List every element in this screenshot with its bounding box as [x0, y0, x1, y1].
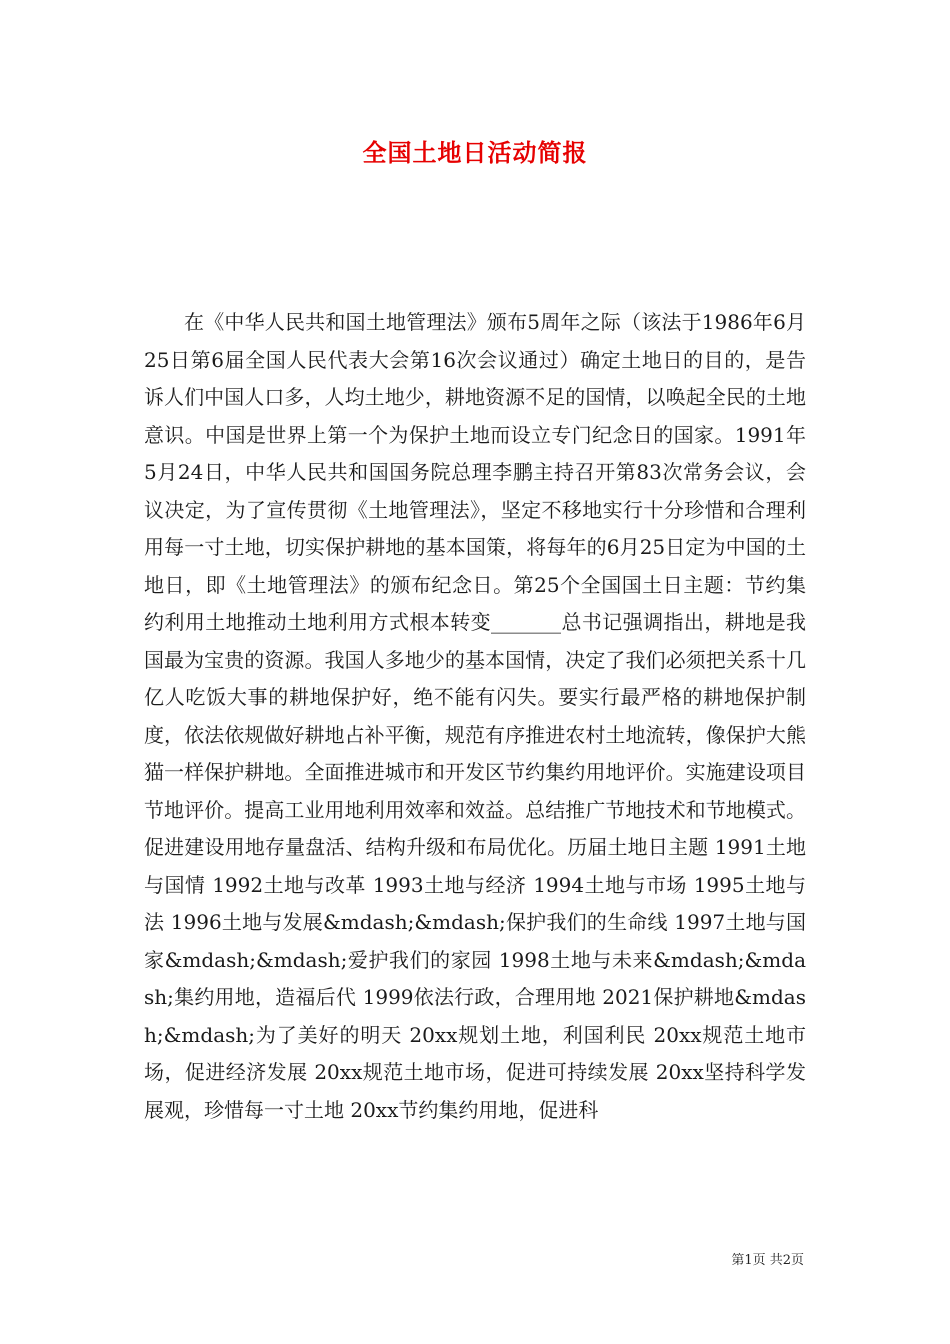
body-paragraph: 在《中华人民共和国土地管理法》颁布5周年之际（该法于1986年6月25日第6届全国人民代表大会第16次会议通过）确定土地日的目的，是告诉人们中国人口多，人均土地少，耕地资源不足的国情，以唤起全民的土地意识。中国是世界上第一个为保护土地而设立专门纪念日的国家。1991年5月24日，中华人民共和国国务院总理李鹏主持召开第83次常务会议，会议决定，为了宣传贯彻《土地管理法》，坚定不移地实行十分珍惜和合理利用每一寸土地，切实保护耕地的基本国策，将每年的6月25日定为中国的土地日，即《土地管理法》的颁布纪念日。第25个全国国土日主题：节约集约利用土地推动土地利用方式根本转变_______总书记强调指出，耕地是我国最为宝贵的资源。我国人多地少的基本国情，决定了我们必须把关系十几亿人吃饭大事的耕地保护好，绝不能有闪失。要实行最严格的耕地保护制度，依法依规做好耕地占补平衡，规范有序推进农村土地流转，像保护大熊猫一样保护耕地。全面推进城市和开发区节约集约用地评价。实施建设项目节地评价。提高工业用地利用效率和效益。总结推广节地技术和节地模式。促进建设用地存量盘活、结构升级和布局优化。历届土地日主题 1991土地与国情 1992土地与改革 1993土地与经济 1994土地与市场 1995土地与法 1996土地与发展&mdash;&mdash;保护我们的生命线 1997土地与国家&mdash;&mdash;爱护我们的家园 1998土地与未来&mdash;&mdash;集约用地，造福后代 1999依法行政，合理用地 2021保护耕地&mdash;&mdash;为了美好的明天 20xx规划土地，利国利民 20xx规范土地市场，促进经济发展 20xx规范土地市场，促进可持续发展 20xx坚持科学发展观，珍惜每一寸土地 20xx节约集约用地，促进科 [144, 310, 806, 1122]
page-number: 第1页 共2页 [731, 1253, 804, 1268]
page-title: 全国土地日活动简报 [362, 138, 588, 167]
